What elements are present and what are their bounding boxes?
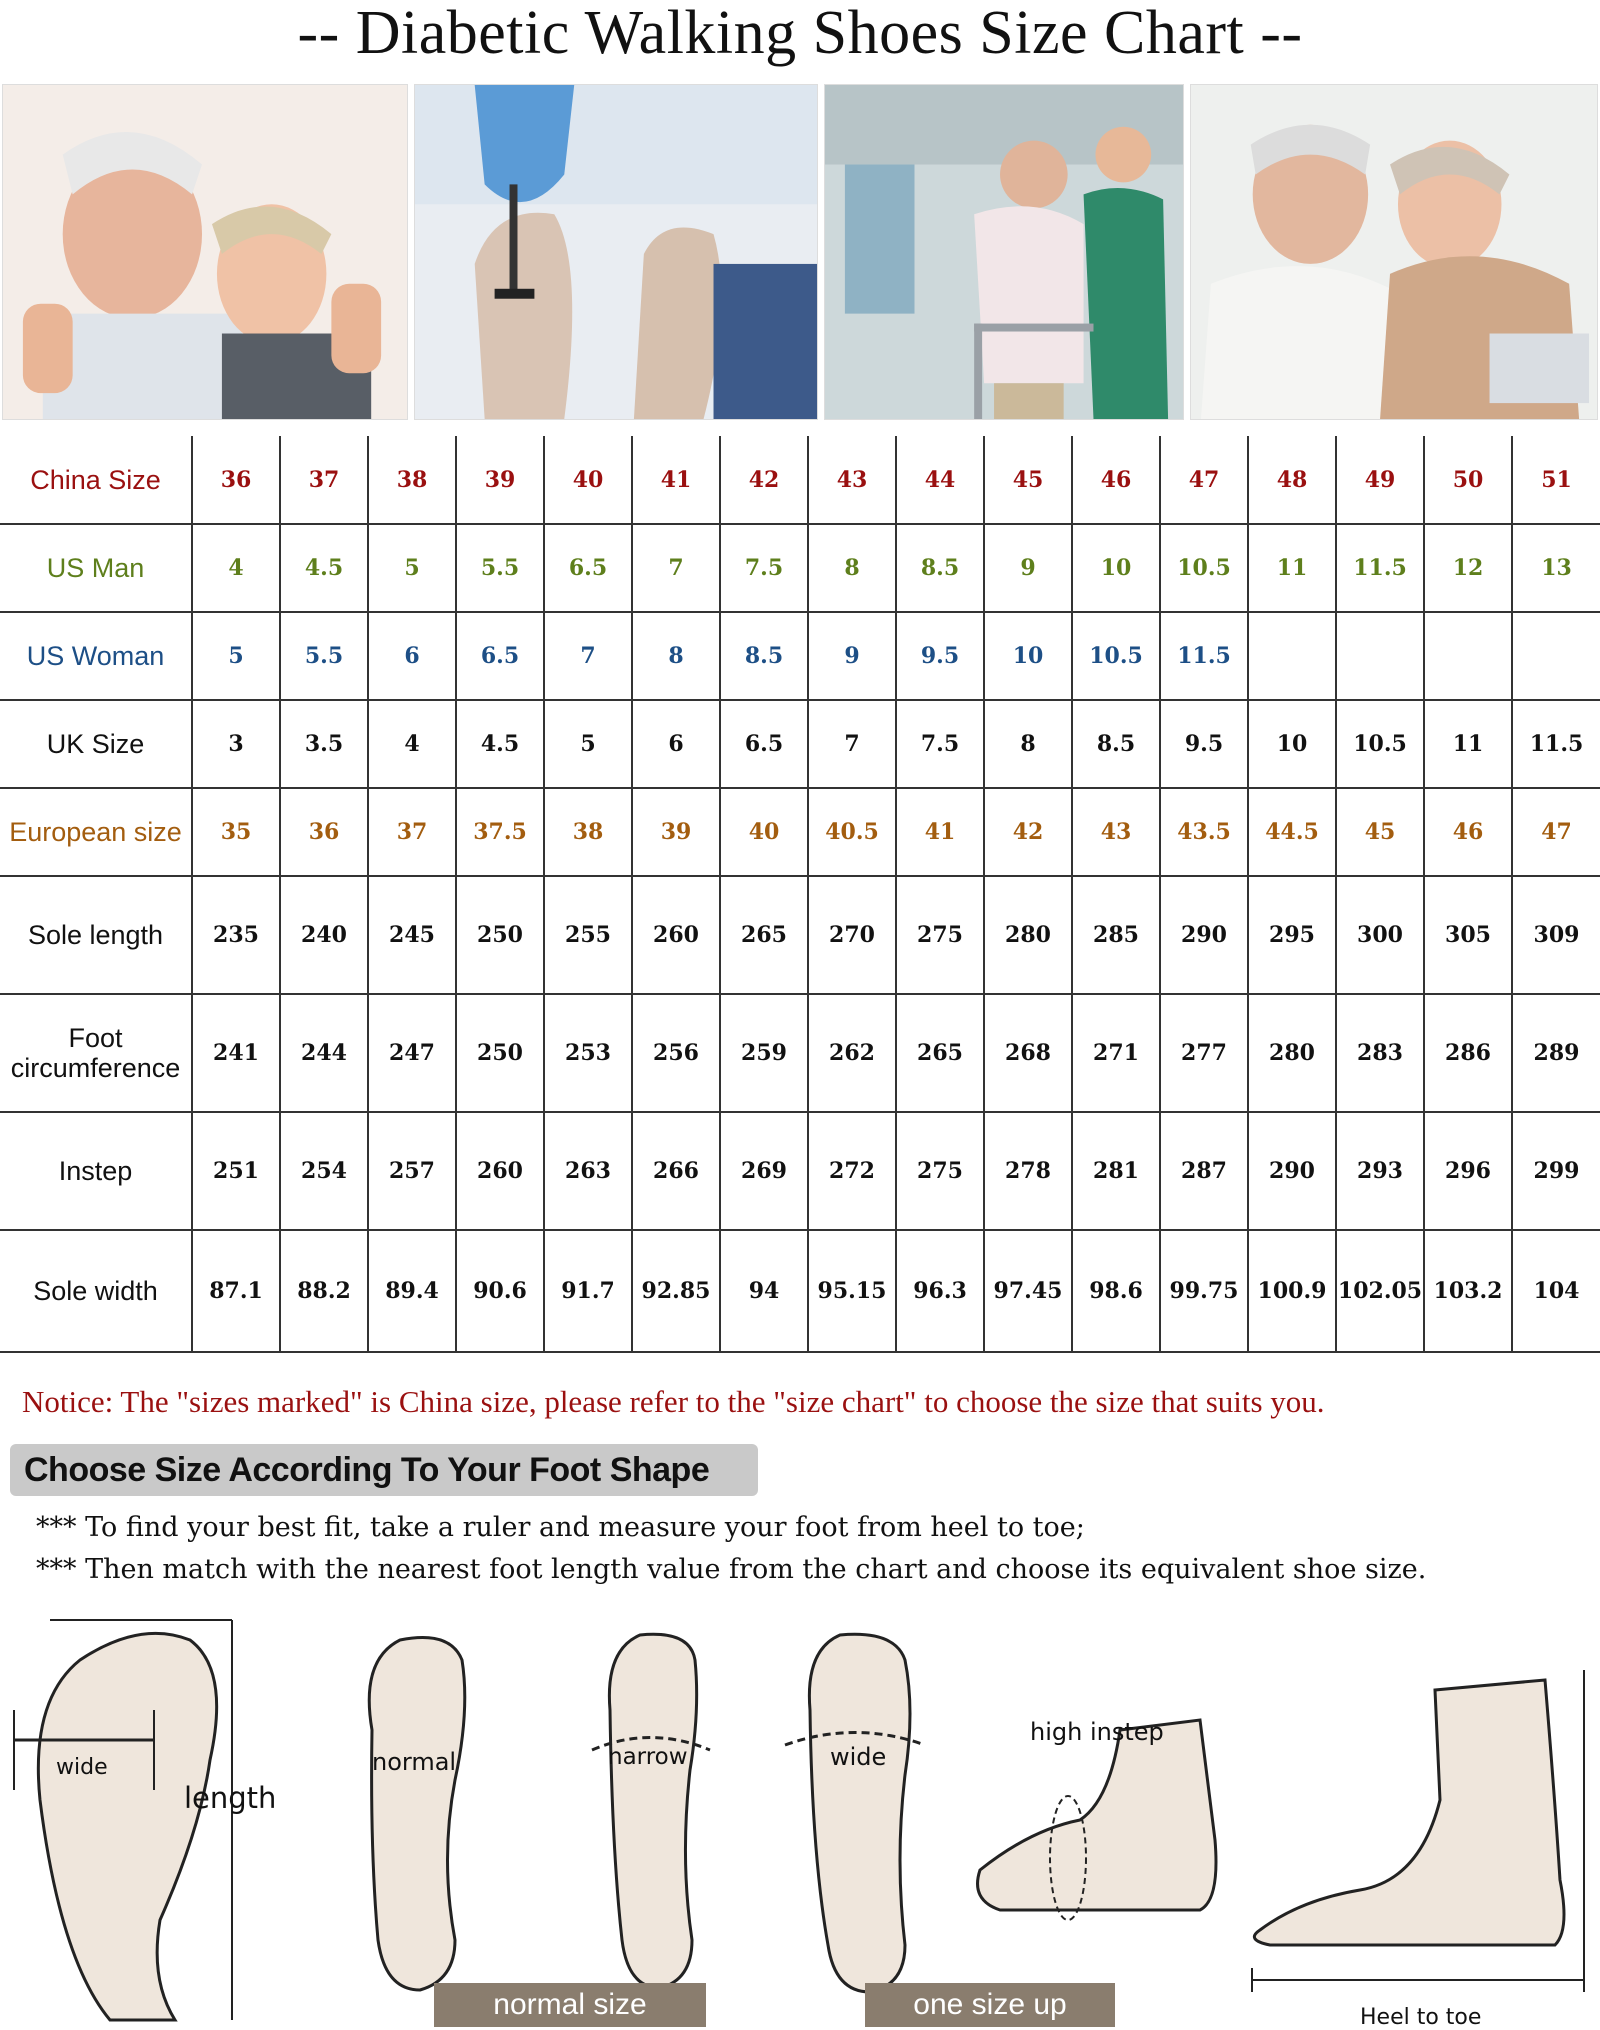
size-cell: 12 <box>1424 524 1512 612</box>
size-cell: 46 <box>1424 788 1512 876</box>
size-cell: 38 <box>368 436 456 524</box>
size-cell: 290 <box>1248 1112 1336 1230</box>
size-cell: 45 <box>984 436 1072 524</box>
size-cell: 265 <box>896 994 984 1112</box>
size-cell: 45 <box>1336 788 1424 876</box>
size-cell: 40.5 <box>808 788 896 876</box>
size-cell: 11.5 <box>1512 700 1600 788</box>
size-cell: 4 <box>192 524 280 612</box>
size-cell: 8 <box>632 612 720 700</box>
size-cell: 10.5 <box>1072 612 1160 700</box>
size-cell: 283 <box>1336 994 1424 1112</box>
label-normal: normal <box>372 1748 457 1776</box>
row-label: US Woman <box>0 612 192 700</box>
size-cell: 37 <box>368 788 456 876</box>
size-row <box>0 876 1600 994</box>
size-cell: 5.5 <box>456 524 544 612</box>
size-cell: 300 <box>1336 876 1424 994</box>
size-cell: 6 <box>368 612 456 700</box>
size-cell: 47 <box>1512 788 1600 876</box>
size-cell: 35 <box>192 788 280 876</box>
size-cell: 91.7 <box>544 1230 632 1352</box>
size-cell: 41 <box>896 788 984 876</box>
size-cell: 5.5 <box>280 612 368 700</box>
size-cell: 256 <box>632 994 720 1112</box>
size-cell: 8 <box>984 700 1072 788</box>
size-cell: 281 <box>1072 1112 1160 1230</box>
size-cell: 9 <box>808 612 896 700</box>
label-heel-to-toe: Heel to toe <box>1360 2005 1482 2030</box>
size-cell: 41 <box>632 436 720 524</box>
size-cell: 309 <box>1512 876 1600 994</box>
size-row <box>0 1230 1600 1352</box>
photo-foot-test <box>414 84 818 420</box>
foot-shape-diagram <box>0 1600 1600 2030</box>
size-cell: 247 <box>368 994 456 1112</box>
size-cell: 275 <box>896 1112 984 1230</box>
size-cell: 280 <box>1248 994 1336 1112</box>
size-cell: 37 <box>280 436 368 524</box>
size-row <box>0 1112 1600 1230</box>
size-cell: 8.5 <box>720 612 808 700</box>
size-cell: 305 <box>1424 876 1512 994</box>
size-cell: 51 <box>1512 436 1600 524</box>
size-cell: 275 <box>896 876 984 994</box>
size-cell: 96.3 <box>896 1230 984 1352</box>
size-cell: 7 <box>808 700 896 788</box>
size-cell: 263 <box>544 1112 632 1230</box>
narrow-foot-illustration <box>592 1634 710 1988</box>
size-cell: 36 <box>280 788 368 876</box>
size-cell <box>1248 612 1336 700</box>
size-cell: 253 <box>544 994 632 1112</box>
size-cell: 8.5 <box>1072 700 1160 788</box>
size-cell: 99.75 <box>1160 1230 1248 1352</box>
size-cell: 87.1 <box>192 1230 280 1352</box>
size-cell: 235 <box>192 876 280 994</box>
size-cell: 8.5 <box>896 524 984 612</box>
size-cell: 43 <box>1072 788 1160 876</box>
size-row <box>0 612 1600 700</box>
size-cell: 7.5 <box>720 524 808 612</box>
size-cell: 285 <box>1072 876 1160 994</box>
row-label: China Size <box>0 436 192 524</box>
size-cell: 39 <box>456 436 544 524</box>
size-cell: 13 <box>1512 524 1600 612</box>
normal-size-label: normal size <box>493 1988 647 2021</box>
size-cell: 299 <box>1512 1112 1600 1230</box>
size-cell: 88.2 <box>280 1230 368 1352</box>
size-cell: 36 <box>192 436 280 524</box>
size-cell: 42 <box>720 436 808 524</box>
size-cell: 10.5 <box>1336 700 1424 788</box>
size-cell: 97.45 <box>984 1230 1072 1352</box>
label-wide-measure: wide <box>56 1755 108 1780</box>
size-cell <box>1512 612 1600 700</box>
size-cell: 290 <box>1160 876 1248 994</box>
size-cell: 104 <box>1512 1230 1600 1352</box>
size-cell: 244 <box>280 994 368 1112</box>
photo-happy-seniors <box>2 84 408 420</box>
size-cell: 251 <box>192 1112 280 1230</box>
size-cell: 6 <box>632 700 720 788</box>
size-cell: 47 <box>1160 436 1248 524</box>
size-cell: 245 <box>368 876 456 994</box>
size-cell: 250 <box>456 994 544 1112</box>
size-cell: 9 <box>984 524 1072 612</box>
size-cell: 46 <box>1072 436 1160 524</box>
size-cell: 240 <box>280 876 368 994</box>
size-cell: 94 <box>720 1230 808 1352</box>
size-row <box>0 436 1600 524</box>
size-cell: 102.05 <box>1336 1230 1424 1352</box>
size-cell: 95.15 <box>808 1230 896 1352</box>
size-cell: 38 <box>544 788 632 876</box>
size-cell: 266 <box>632 1112 720 1230</box>
size-row <box>0 994 1600 1112</box>
size-cell: 9.5 <box>896 612 984 700</box>
size-row <box>0 788 1600 876</box>
size-chart-table <box>0 436 1600 1352</box>
size-cell: 50 <box>1424 436 1512 524</box>
size-cell: 11 <box>1424 700 1512 788</box>
size-cell: 90.6 <box>456 1230 544 1352</box>
size-cell: 241 <box>192 994 280 1112</box>
row-label: Foot circumference <box>0 994 192 1112</box>
size-cell: 7 <box>632 524 720 612</box>
size-cell: 255 <box>544 876 632 994</box>
size-cell: 287 <box>1160 1112 1248 1230</box>
size-cell: 43.5 <box>1160 788 1248 876</box>
size-cell: 265 <box>720 876 808 994</box>
size-cell: 295 <box>1248 876 1336 994</box>
size-cell: 5 <box>368 524 456 612</box>
size-cell: 6.5 <box>720 700 808 788</box>
row-label: Sole length <box>0 876 192 994</box>
normal-foot-illustration <box>369 1638 465 1991</box>
foot-shape-banner: Choose Size According To Your Foot Shape <box>10 1444 758 1496</box>
size-cell: 269 <box>720 1112 808 1230</box>
size-cell: 10.5 <box>1160 524 1248 612</box>
size-cell: 42 <box>984 788 1072 876</box>
size-cell: 271 <box>1072 994 1160 1112</box>
size-cell: 250 <box>456 876 544 994</box>
one-size-up-label: one size up <box>913 1988 1067 2021</box>
label-length: length <box>184 1781 277 1815</box>
size-cell: 254 <box>280 1112 368 1230</box>
size-cell: 296 <box>1424 1112 1512 1230</box>
size-cell: 10 <box>1072 524 1160 612</box>
size-cell: 7 <box>544 612 632 700</box>
instruction-line-2: *** Then match with the nearest foot length value from the chart and choose its equivalent shoe size. <box>36 1554 1427 1585</box>
size-cell: 280 <box>984 876 1072 994</box>
label-wide: wide <box>830 1743 887 1771</box>
size-cell: 289 <box>1512 994 1600 1112</box>
size-cell: 268 <box>984 994 1072 1112</box>
size-cell: 11.5 <box>1336 524 1424 612</box>
row-label: Instep <box>0 1112 192 1230</box>
size-cell: 272 <box>808 1112 896 1230</box>
size-cell: 4.5 <box>280 524 368 612</box>
size-cell: 4.5 <box>456 700 544 788</box>
size-cell: 10 <box>1248 700 1336 788</box>
size-cell: 8 <box>808 524 896 612</box>
photo-couple-laptop <box>1190 84 1598 420</box>
size-cell: 3.5 <box>280 700 368 788</box>
measured-foot-illustration <box>14 1620 276 2020</box>
size-cell: 4 <box>368 700 456 788</box>
size-cell: 293 <box>1336 1112 1424 1230</box>
row-label: US Man <box>0 524 192 612</box>
size-cell: 277 <box>1160 994 1248 1112</box>
size-cell: 5 <box>192 612 280 700</box>
size-notice: Notice: The "sizes marked" is China size, please refer to the "size chart" to choose the size that suits you. <box>22 1384 1325 1419</box>
size-cell: 259 <box>720 994 808 1112</box>
size-cell <box>1424 612 1512 700</box>
size-cell: 98.6 <box>1072 1230 1160 1352</box>
size-row <box>0 700 1600 788</box>
photo-strip <box>0 84 1600 420</box>
size-cell: 6.5 <box>456 612 544 700</box>
size-cell: 44.5 <box>1248 788 1336 876</box>
wide-foot-illustration <box>785 1634 925 1992</box>
size-cell: 44 <box>896 436 984 524</box>
size-cell: 92.85 <box>632 1230 720 1352</box>
size-cell <box>1336 612 1424 700</box>
size-cell: 103.2 <box>1424 1230 1512 1352</box>
size-cell: 39 <box>632 788 720 876</box>
size-cell: 40 <box>720 788 808 876</box>
size-cell: 9.5 <box>1160 700 1248 788</box>
size-row <box>0 524 1600 612</box>
side-foot-illustration <box>1252 1670 1584 2030</box>
size-cell: 260 <box>456 1112 544 1230</box>
size-cell: 278 <box>984 1112 1072 1230</box>
size-cell: 270 <box>808 876 896 994</box>
row-label: UK Size <box>0 700 192 788</box>
size-cell: 40 <box>544 436 632 524</box>
size-cell: 5 <box>544 700 632 788</box>
size-cell: 48 <box>1248 436 1336 524</box>
size-cell: 89.4 <box>368 1230 456 1352</box>
size-cell: 7.5 <box>896 700 984 788</box>
instruction-line-1: *** To find your best fit, take a ruler and measure your foot from heel to toe; <box>36 1512 1085 1543</box>
size-cell: 49 <box>1336 436 1424 524</box>
row-label: Sole width <box>0 1230 192 1352</box>
size-cell: 37.5 <box>456 788 544 876</box>
photo-walker-care <box>824 84 1184 420</box>
label-high-instep: high instep <box>1030 1718 1164 1746</box>
size-cell: 11 <box>1248 524 1336 612</box>
size-cell: 10 <box>984 612 1072 700</box>
size-cell: 3 <box>192 700 280 788</box>
size-cell: 43 <box>808 436 896 524</box>
high-instep-foot-illustration <box>978 1718 1217 1920</box>
size-cell: 11.5 <box>1160 612 1248 700</box>
size-cell: 286 <box>1424 994 1512 1112</box>
size-cell: 262 <box>808 994 896 1112</box>
size-cell: 100.9 <box>1248 1230 1336 1352</box>
size-cell: 260 <box>632 876 720 994</box>
page-title: -- Diabetic Walking Shoes Size Chart -- <box>297 0 1303 67</box>
row-label: European size <box>0 788 192 876</box>
label-narrow: narrow <box>608 1744 688 1770</box>
size-cell: 257 <box>368 1112 456 1230</box>
size-cell: 6.5 <box>544 524 632 612</box>
